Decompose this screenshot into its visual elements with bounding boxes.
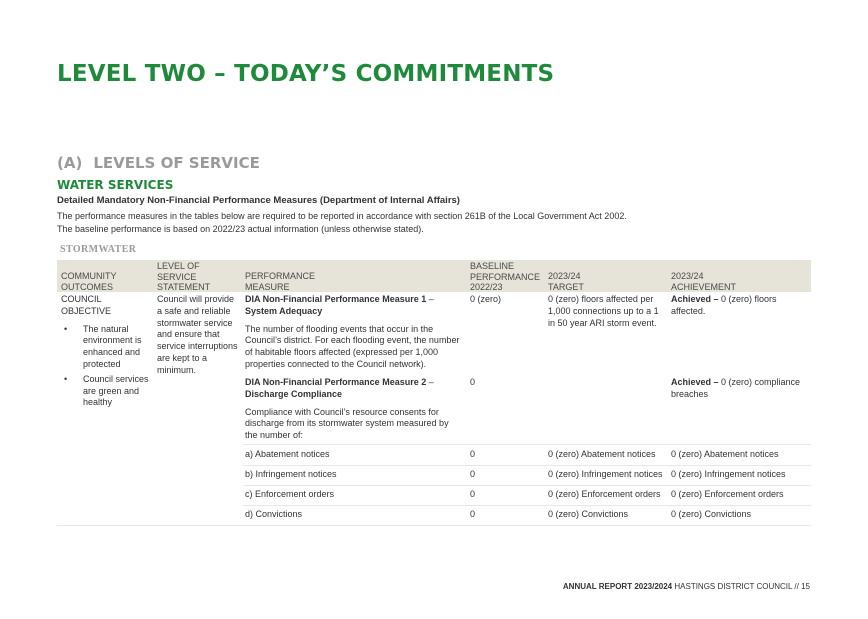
statement-text: are kept to a [157,352,208,363]
measure-1-baseline: 0 (zero) [470,294,502,304]
measure-2-achievement [671,377,811,401]
header-text: 2022/23 [470,282,503,292]
measure-title-dash: – [426,377,434,387]
header-text: SERVICE [157,271,197,282]
statement-text: minimum. [157,364,197,375]
header-text: PERFORMANCE [470,271,541,282]
sub-row-target: 0 (zero) Convictions [548,509,629,519]
description-line: the number of: [245,430,304,441]
header-text: 2023/24 [671,271,704,281]
table-bottom-border [57,525,811,526]
bullet-text: are green and [83,385,140,396]
measure-2-baseline: 0 [470,377,476,387]
description-line: discharge from its stormwater system measured by [245,418,449,429]
sub-row-achievement: 0 (zero) Convictions [671,509,752,519]
header-text: 2023/24 [548,271,581,281]
header-text: STATEMENT [157,282,211,292]
measure-1-cell [245,294,467,371]
description-line: properties connected to the Council network). [245,358,427,369]
measure-1-achievement [671,294,811,318]
outcome-bullet [61,324,153,371]
bullet-icon: • [64,323,68,334]
header-text: PERFORMANCE [245,271,316,281]
table-label: STORMWATER [60,244,137,255]
sub-row-measure: b) Infringement notices [245,469,337,479]
bullet-text: enhanced and [83,347,141,358]
measure-2-subtitle: Discharge Compliance [245,388,343,399]
achievement-text: affected. [671,305,706,316]
sub-row-target: 0 (zero) Infringement notices [548,469,663,479]
achievement-line [671,294,811,306]
outcome-heading: COUNCIL [61,294,102,304]
measure-title-bold: DIA Non-Financial Performance Measure 1 [245,294,427,304]
statement-text: and ensure that [157,329,220,340]
measure-2-title [245,377,467,389]
description-line: Council’s district. For each flooding event, the number [245,335,460,346]
statement-text: stormwater service [157,317,233,328]
sub-row-measure: a) Abatement notices [245,449,330,459]
sub-row-measure: c) Enforcement orders [245,489,335,499]
measure-1-subtitle: System Adequacy [245,305,323,316]
bullet-text: protected [83,358,121,369]
measure-1-description [245,324,467,371]
achievement-status: Achieved – [671,377,719,387]
footer-report: ANNUAL REPORT 2023/2024 [562,582,673,591]
intro-line: The baseline performance is based on 2022/23 actual information (unless otherwise stated). [57,224,424,234]
description-line: Compliance with Council’s resource consents for [245,406,439,417]
sub-row-measure: d) Convictions [245,509,303,519]
description-line: The number of flooding events that occur in the [245,323,434,334]
header-performance-measure [245,271,315,292]
sub-row-target: 0 (zero) Abatement notices [548,449,656,459]
intro-line: The performance measures in the tables below are required to be reported in accordance with section 261B of the Local Government Act 2002. [57,211,627,221]
achievement-text: 0 (zero) compliance [718,377,801,387]
sub-row-achievement: 0 (zero) Enforcement orders [671,489,784,499]
header-text: MEASURE [245,281,290,292]
service-statement-cell [157,294,241,377]
target-line: 0 (zero) floors affected per [548,294,654,304]
achievement-status: Achieved – [671,294,719,304]
bullet-text: Council services [83,373,149,384]
sub-row-baseline: 0 [470,509,476,519]
page-number: 15 [801,582,810,591]
section-heading [57,154,260,172]
header-text: ACHIEVEMENT [671,281,737,292]
bullet-text: The natural [83,323,129,334]
bullet-text: environment is [83,335,142,346]
measure-2-description [245,407,467,442]
sub-row-baseline: 0 [470,489,476,499]
row-divider [243,465,811,466]
target-line: in 50 year ARI storm event. [548,317,657,328]
achievement-line [671,377,811,389]
header-community-outcomes [61,271,117,292]
sub-row-baseline: 0 [470,469,476,479]
achievement-text: breaches [671,388,709,399]
achievement-text: 0 (zero) floors [718,294,777,304]
header-level-of-service [157,261,210,293]
section-letter: (A) [57,154,83,172]
statement-text: service interruptions [157,341,238,352]
intro-text [57,210,627,236]
header-text: TARGET [548,281,584,292]
measure-title-bold: DIA Non-Financial Performance Measure 2 [245,377,427,387]
sub-row-target: 0 (zero) Enforcement orders [548,489,661,499]
measure-title-dash: – [426,294,434,304]
footer-separator: // [794,582,799,591]
bullet-icon: • [64,373,68,384]
header-text: BASELINE [470,261,515,271]
outcome-heading: OBJECTIVE [61,305,112,316]
statement-text: Council will provide [157,294,235,304]
sub-row-baseline: 0 [470,449,476,459]
description-line: of habitable floors affected (expressed per 1,000 [245,347,438,358]
footer-council: HASTINGS DISTRICT COUNCIL [674,582,793,591]
statement-text: a safe and reliable [157,305,231,316]
detail-heading: Detailed Mandatory Non-Financial Performance Measures (Department of Internal Affairs) [57,195,460,206]
page-title: LEVEL TWO – TODAY’S COMMITMENTS [57,61,555,87]
header-text: LEVEL OF [157,261,200,271]
bullet-text: healthy [83,397,113,408]
section-title: LEVELS OF SERVICE [93,154,260,172]
outcome-bullet [61,374,153,409]
target-line: 1,000 connections up to a 1 [548,305,659,316]
header-target [548,271,584,292]
measure-1-target [548,294,668,329]
measure-1-title [245,294,467,306]
header-text: OUTCOMES [61,281,114,292]
sub-row-achievement: 0 (zero) Infringement notices [671,469,786,479]
measure-2-cell [245,377,467,442]
header-baseline [470,261,540,293]
subsection-heading: WATER SERVICES [57,178,174,192]
sub-row-achievement: 0 (zero) Abatement notices [671,449,779,459]
row-divider [243,485,811,486]
row-divider [243,444,811,445]
row-divider [243,505,811,506]
header-text: COMMUNITY [61,271,117,281]
page-footer [563,582,810,591]
community-outcomes-cell [61,294,153,409]
header-achievement [671,271,736,292]
